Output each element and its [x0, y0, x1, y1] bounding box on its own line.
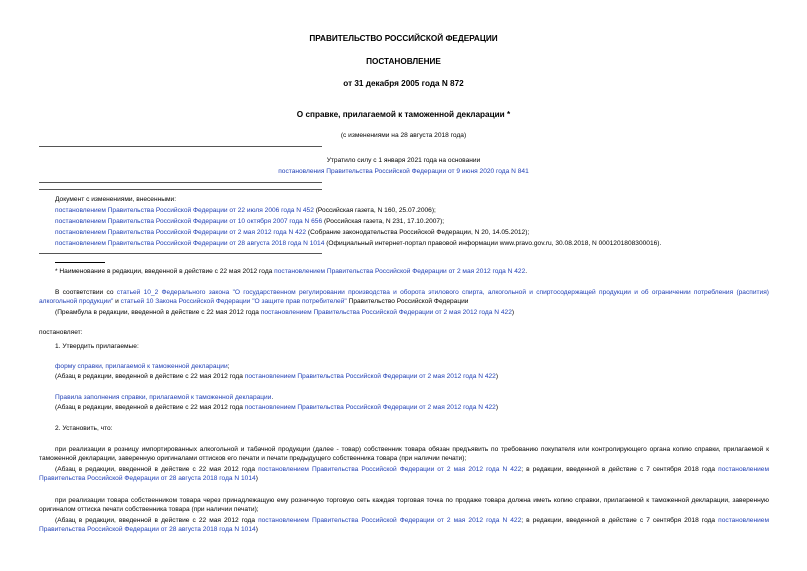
abz-note	[55, 404, 498, 413]
form-semicolon: ;	[227, 363, 230, 370]
note-link[interactable]: постановлением Правительства Российской Федерации от 2 мая 2012 года N 422	[244, 373, 496, 380]
amendment-source: (Российская газета, N 231, 17.10.2007);	[322, 218, 445, 225]
note-text: (Абзац в редакции, введенной в действие с 22 мая 2012 года	[55, 404, 245, 411]
document-title: О справке, прилагаемой к таможенной декларации *	[296, 110, 511, 119]
amendment-source: (Собрание законодательства Российской Федерации, N 20, 14.05.2012);	[306, 229, 530, 236]
note-text: (Абзац в редакции, введенной в действие с 22 мая 2012 года	[55, 466, 259, 473]
invalid-basis-link[interactable]: постановления Правительства Российской Федерации от 9 июня 2020 года N 841	[278, 168, 529, 175]
note-end: )	[255, 525, 258, 533]
preamble-text: и	[113, 297, 121, 305]
note-link[interactable]: постановлением Правительства Российской Федерации от 2 мая 2012 года N 422	[260, 309, 512, 316]
amendment-item	[55, 218, 444, 227]
divider	[39, 182, 322, 183]
amendment-item	[55, 229, 529, 238]
abz-note-2	[39, 466, 769, 483]
note-end: )	[495, 373, 499, 380]
note-text: ; в редакции, введенной в действие с 7 сентября 2018 года	[521, 466, 719, 473]
item-1: 1. Утвердить прилагаемые:	[55, 343, 139, 350]
resolves: постановляет:	[39, 329, 83, 336]
note-link[interactable]: постановлением Правительства Российской Федерации от 28 августа 2018 года N 1014	[39, 466, 770, 482]
note-text: (Абзац в редакции, введенной в действие с 22 мая 2012 года	[55, 373, 245, 380]
amendment-link[interactable]: постановлением Правительства Российской Федерации от 2 мая 2012 года N 422	[55, 229, 307, 236]
amendment-item	[55, 240, 661, 249]
law-link-alcohol[interactable]: статьей 10_2 Федерального закона "О государственном регулировании производства и оборота этилового спирта, алкогольной и спиртосодержащей продукции и об ограничении потребления (распития) алкогольной продукции"	[39, 289, 769, 305]
invalid-note: Утратило силу с 1 января 2021 года на основании	[326, 157, 481, 164]
footnote-divider	[55, 262, 105, 263]
document-type: ПОСТАНОВЛЕНИЕ	[366, 57, 441, 66]
government-title: ПРАВИТЕЛЬСТВО РОССИЙСКОЙ ФЕДЕРАЦИИ	[309, 34, 498, 43]
rules-dot: .	[271, 394, 274, 401]
document-date-number: от 31 декабря 2005 года N 872	[343, 79, 464, 88]
note-text: (Преамбула в редакции, введенной в действие с 22 мая 2012 года	[55, 309, 261, 316]
preamble-text: В соответствии со	[55, 289, 117, 296]
footnote-text: * Наименование в редакции, введенной в действие с 22 мая 2012 года	[55, 268, 275, 275]
note-end: )	[511, 309, 515, 316]
note-text: (Абзац в редакции, введенной в действие с 22 мая 2012 года	[55, 517, 259, 524]
amendment-link[interactable]: постановлением Правительства Российской Федерации от 10 октября 2007 года N 656	[55, 218, 323, 225]
divider	[39, 146, 322, 147]
preamble-note	[55, 309, 514, 318]
preamble-text: Правительство Российской Федерации	[346, 297, 469, 305]
amendment-link[interactable]: постановлением Правительства Российской Федерации от 22 июля 2006 года N 452	[55, 207, 314, 214]
form-item	[55, 363, 230, 372]
amendment-item	[55, 207, 436, 216]
paragraph-1: при реализации в розницу импортированных алкогольной и табачной продукции (далее - товар) собственник товара обязан предъявить по требованию покупателя или контролирующего органа копию справки, прилагаемой к таможенной декларации, заверенную оригиналами оттисков его печати и печати предыдущего собственника товара (при наличии печати);	[39, 446, 769, 462]
note-end: )	[495, 404, 499, 411]
preamble	[39, 289, 769, 306]
edition-note: (с изменениями на 28 августа 2018 года)	[340, 132, 467, 139]
footnote	[55, 268, 527, 277]
abz-note	[55, 373, 498, 382]
note-link[interactable]: постановлением Правительства Российской Федерации от 2 мая 2012 года N 422	[258, 517, 522, 524]
note-link[interactable]: постановлением Правительства Российской Федерации от 2 мая 2012 года N 422	[244, 404, 496, 411]
amendment-source: (Российская газета, N 160, 25.07.2006);	[313, 207, 436, 214]
rules-link[interactable]: Правила заполнения справки, прилагаемой к таможенной декларации	[55, 394, 272, 401]
amendment-source: (Официальный интернет-портал правовой информации www.pravo.gov.ru, 30.08.2018, N 0001201808300016).	[324, 240, 662, 247]
paragraph-2: при реализации товара собственником товара через принадлежащую ему розничную торговую сеть каждая торговая точка по продаже товара должна иметь копию справки, прилагаемой к таможенной декларации, заверенную оригиналом оттиска печати собственника товара (при наличии печати);	[39, 497, 769, 513]
note-end: )	[255, 474, 258, 482]
footnote-link[interactable]: постановлением Правительства Российской Федерации от 2 мая 2012 года N 422	[274, 268, 526, 275]
form-link[interactable]: форму справки, прилагаемой к таможенной декларации	[55, 363, 228, 370]
amendments-intro: Документ с изменениями, внесенными:	[55, 196, 177, 203]
rules-item	[55, 394, 273, 403]
note-link[interactable]: постановлением Правительства Российской Федерации от 2 мая 2012 года N 422	[258, 466, 522, 473]
item-2: 2. Установить, что:	[55, 425, 113, 432]
note-text: ; в редакции, введенной в действие с 7 сентября 2018 года	[521, 517, 719, 524]
note-link[interactable]: постановлением Правительства Российской Федерации от 28 августа 2018 года N 1014	[39, 517, 770, 533]
law-link-consumer[interactable]: статьей 10 Закона Российской Федерации "О защите прав потребителей"	[120, 297, 347, 305]
amendment-link[interactable]: постановлением Правительства Российской Федерации от 28 августа 2018 года N 1014	[55, 240, 325, 247]
divider	[39, 253, 322, 254]
divider	[39, 189, 322, 190]
abz-note-3	[39, 517, 769, 534]
footnote-end: .	[525, 268, 528, 275]
